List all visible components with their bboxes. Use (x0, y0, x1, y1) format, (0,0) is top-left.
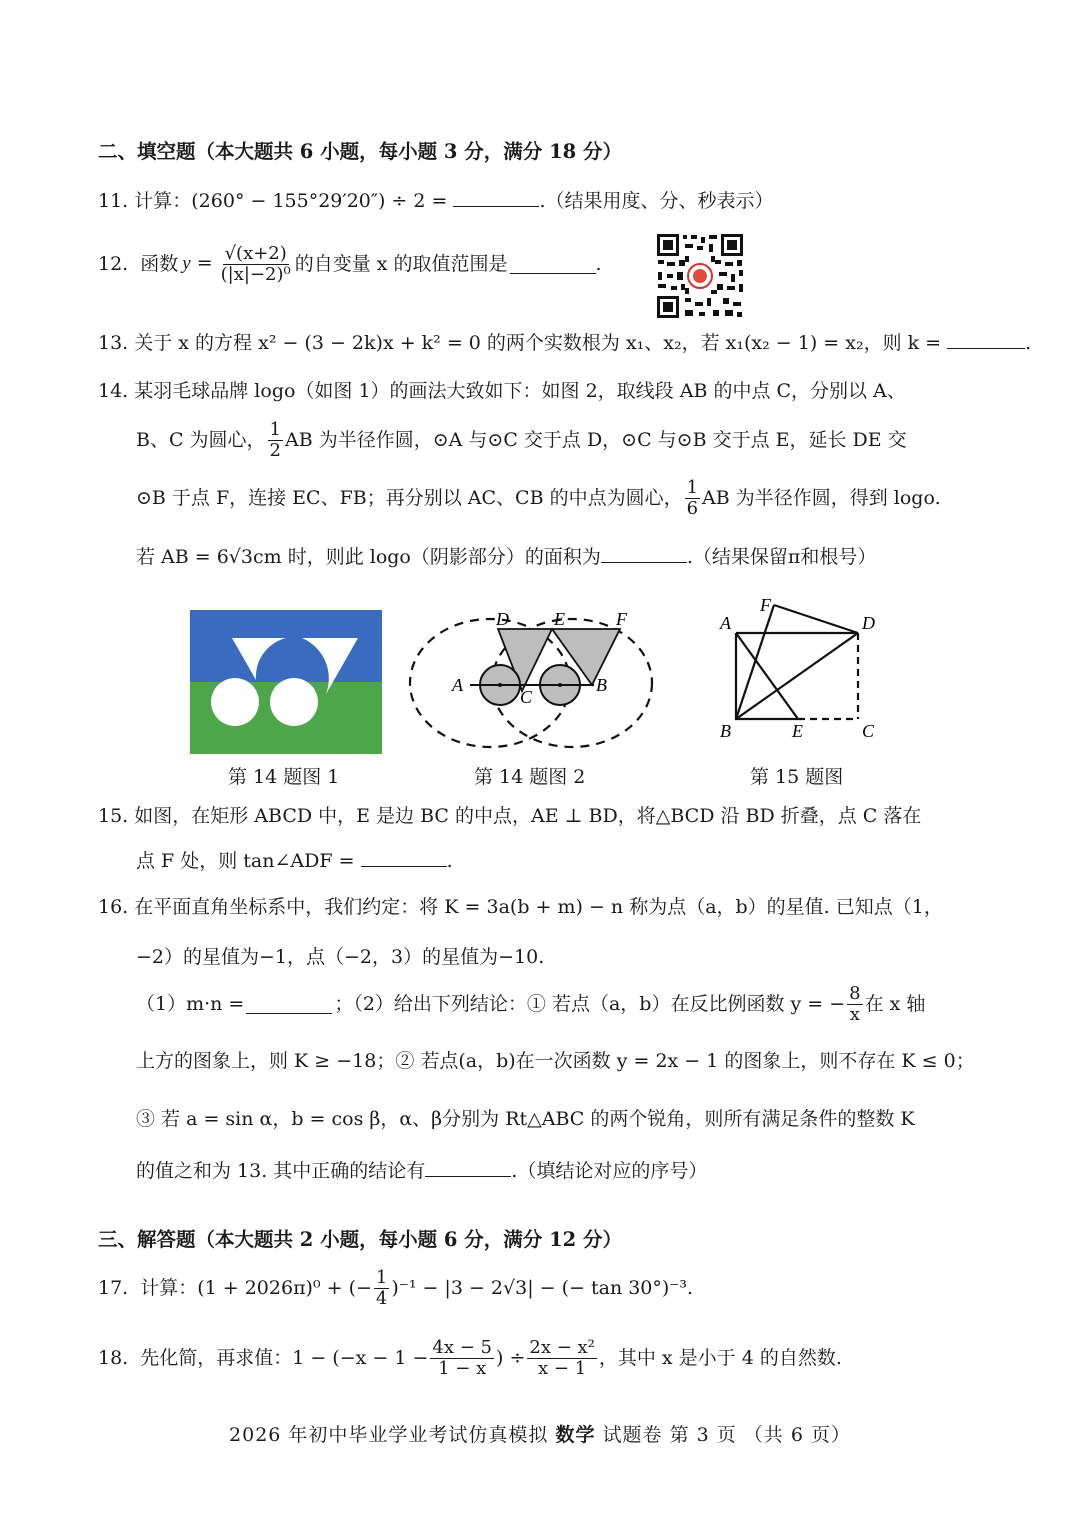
q13-answer-blank (947, 330, 1025, 349)
question-14-line-3 (136, 478, 941, 519)
q18-text-a: 先化简，再求值：1 − (−x − 1 − (140, 1346, 429, 1369)
label-a: A (452, 675, 463, 695)
figure-15-rectangle (712, 595, 884, 745)
q12-fraction-numerator: √(x+2) (224, 243, 287, 264)
q12-fraction (219, 244, 293, 285)
q14-answer-blank (601, 544, 687, 563)
q14-text-1: 某羽毛球品牌 logo（如图 1）的画法大致如下：如图 2，取线段 AB 的中点 C，分别以 A、 (134, 380, 906, 402)
question-14-line-2 (136, 420, 907, 461)
q14-half-num: 1 (269, 419, 281, 440)
label-c: C (862, 721, 875, 741)
q13-text: 关于 x 的方程 x² − (3 − 2k)x + k² = 0 的两个实数根为 x₁、x₂，若 x₁(x₂ − 1) = x₂，则 k = (134, 332, 942, 354)
q16-text-3c: 在 x 轴 (864, 992, 926, 1015)
q14-text-4b: .（结果保留π和根号） (686, 546, 877, 568)
q16-answer-blank-2 (425, 1158, 511, 1177)
question-12: 12. 函数 y = $\frac{√(x+2)}{\text{(|x|−2)⁰}}$ 的自变量 x 的取值范围是 . (98, 243, 602, 285)
label-f: F (760, 595, 771, 615)
logo-left-circle (211, 678, 259, 726)
label-d: D (862, 613, 875, 633)
q16-text-1: 在平面直角坐标系中，我们约定：将 K = 3a(b + m) − n 称为点（a，b）的星值. 已知点（1， (134, 896, 943, 918)
q18-fraction-2 (527, 1338, 597, 1379)
q17-text-b: )⁻¹ − |3 − 2√3| − (− tan 30°)⁻³. (391, 1276, 693, 1299)
figure-14-1-caption: 第 14 题图 1 (228, 766, 340, 788)
q12-answer-blank (510, 255, 596, 274)
question-17 (98, 1268, 693, 1309)
section-2-title: 二、填空题（本大题共 6 小题，每小题 3 分，满分 18 分） (98, 140, 623, 163)
q16-number: 16. (98, 896, 129, 918)
figure-14-2-construction (402, 605, 660, 755)
question-18 (98, 1338, 842, 1379)
question-14-line-1 (98, 380, 906, 403)
q11-answer-blank (453, 188, 539, 207)
question-15-line-1 (98, 805, 921, 828)
question-16-line-3 (136, 984, 925, 1025)
q14-text-3a: ⊙B 于点 F，连接 EC、FB；再分别以 AC、CB 的中点为圆心， (136, 486, 683, 509)
q14-text-4a: 若 AB = 6√3cm 时，则此 logo（阴影部分）的面积为 (136, 546, 601, 568)
q16-frac-den: x (849, 1003, 860, 1025)
q16-text-6b: .（填结论对应的序号） (511, 1160, 708, 1182)
q14-text-3b: AB 为半径作圆，得到 logo. (702, 486, 941, 509)
q12-fraction-denominator: (|x|−2)⁰ (220, 263, 291, 285)
question-16-line-1 (98, 896, 943, 919)
label-a: A (720, 613, 731, 633)
q16-text-3a: （1）m·n = (136, 992, 245, 1015)
qr-code-icon (655, 232, 745, 320)
label-b: B (720, 721, 731, 741)
label-e: E (792, 721, 803, 741)
question-16-line-5: ③ 若 a = sin α，b = cos β，α、β分别为 Rt△ABC 的两个锐角，则所有满足条件的整数 K (136, 1108, 915, 1130)
question-11 (98, 188, 774, 213)
q12-text: 的自变量 x 的取值范围是 (294, 252, 508, 275)
q17-frac-den: 4 (375, 1287, 388, 1309)
q15-text-2: 点 F 处，则 tan∠ADF = (136, 850, 355, 872)
q18-f1-num: 4x − 5 (432, 1337, 492, 1358)
q15-end: . (446, 850, 453, 872)
q17-number: 17. (98, 1276, 129, 1299)
q12-number: 12. (98, 252, 129, 275)
q17-fraction (374, 1268, 389, 1309)
q18-f2-num: 2x − x² (529, 1337, 595, 1358)
q12-prefix: 函数 (140, 252, 179, 275)
figure-15-caption: 第 15 题图 (750, 766, 844, 788)
label-d: D (496, 609, 509, 629)
question-15-line-2 (136, 848, 453, 873)
diagonal-bd (736, 633, 858, 719)
q18-number: 18. (98, 1346, 129, 1369)
q14-text-2b: AB 为半径作圆，⊙A 与⊙C 交于点 D，⊙C 与⊙B 交于点 E，延长 DE 交 (285, 428, 907, 451)
segment-fd (774, 605, 858, 633)
q15-answer-blank (361, 848, 447, 867)
figure-14-1-logo (190, 610, 382, 754)
q14-sixth-num: 1 (686, 477, 699, 498)
q16-fraction (847, 984, 862, 1025)
q12-end: . (595, 252, 602, 275)
q16-text-6a: 的值之和为 13. 其中正确的结论有 (136, 1160, 426, 1182)
q18-f2-den: x − 1 (538, 1357, 587, 1379)
q15-number: 15. (98, 805, 129, 827)
label-f: F (616, 609, 627, 629)
figure-14-2-caption: 第 14 题图 2 (474, 766, 586, 788)
segment-bf (736, 605, 774, 719)
q18-fraction-1 (430, 1338, 494, 1379)
question-16-line-2: −2）的星值为−1，点（−2，3）的星值为−10. (136, 946, 545, 968)
q14-number: 14. (98, 380, 129, 402)
q15-text-1: 如图，在矩形 ABCD 中，E 是边 BC 的中点，AE ⊥ BD，将△BCD 沿 BD 折叠，点 C 落在 (134, 805, 922, 827)
q16-frac-num: 8 (849, 983, 861, 1004)
q14-text-2a: B、C 为圆心， (136, 428, 266, 451)
label-b: B (596, 675, 607, 695)
q17-frac-num: 1 (375, 1267, 388, 1288)
q18-f1-den: 1 − x (438, 1357, 487, 1379)
q11-suffix: .（结果用度、分、秒表示） (539, 190, 774, 212)
label-e: E (554, 609, 565, 629)
q14-half-fraction (268, 420, 283, 461)
q14-half-den: 2 (269, 439, 281, 461)
footer-page-info: 试题卷 第 3 页 （共 6 页） (602, 1424, 851, 1446)
q16-answer-blank-1 (246, 995, 332, 1014)
q11-number: 11. (98, 190, 129, 212)
logo-right-circle (270, 678, 318, 726)
question-16-line-4: 上方的图象上，则 K ≥ −18；② 若点(a，b)在一次函数 y = 2x − 1 的图象上，则不存在 K ≤ 0； (136, 1050, 975, 1072)
section-3-title: 三、解答题（本大题共 2 小题，每小题 6 分，满分 12 分） (98, 1228, 623, 1251)
q18-text-c: ，其中 x 是小于 4 的自然数. (598, 1346, 842, 1369)
question-13 (98, 330, 1031, 355)
label-c: C (520, 687, 533, 707)
q11-text: 计算：(260° − 155°29′20″) ÷ 2 = (134, 190, 448, 212)
q18-text-b: ) ÷ (496, 1346, 526, 1369)
footer-subject: 数学 (555, 1424, 596, 1446)
q13-end: . (1025, 332, 1032, 354)
page-footer (0, 1420, 1080, 1447)
q16-text-3b: ；（2）给出下列结论：① 若点（a，b）在反比例函数 y = − (334, 992, 846, 1015)
question-16-line-6 (136, 1158, 707, 1183)
q14-sixth-fraction (685, 478, 700, 519)
question-14-line-4 (136, 544, 876, 569)
q17-text-a: 计算：(1 + 2026π)⁰ + (− (140, 1276, 372, 1299)
q13-number: 13. (98, 332, 129, 354)
footer-exam-name: 2026 年初中毕业学业考试仿真模拟 (229, 1424, 549, 1446)
segment-ae (736, 633, 798, 719)
q14-sixth-den: 6 (686, 497, 699, 519)
